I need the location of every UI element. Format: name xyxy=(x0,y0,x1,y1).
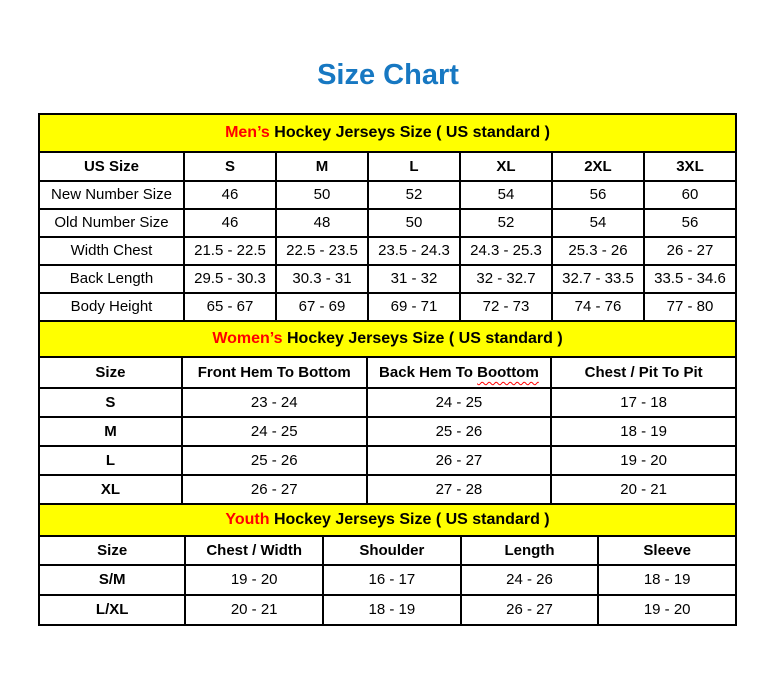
womens-cell: 27 - 28 xyxy=(367,475,552,504)
womens-header-row xyxy=(39,357,736,388)
mens-column-header: 3XL xyxy=(644,152,736,181)
youth-section-band xyxy=(39,504,736,536)
mens-cell: 65 - 67 xyxy=(184,293,276,321)
youth-row-label: S/M xyxy=(39,565,185,595)
mens-cell: 69 - 71 xyxy=(368,293,460,321)
youth-band-text: Hockey Jerseys Size ( US standard ) xyxy=(269,510,550,528)
size-chart-tables xyxy=(38,113,737,626)
mens-cell: 50 xyxy=(368,209,460,237)
womens-cell: 26 - 27 xyxy=(182,475,367,504)
mens-cell: 60 xyxy=(644,181,736,209)
youth-column-header: Length xyxy=(461,536,599,565)
youth-cell: 18 - 19 xyxy=(323,595,461,625)
womens-cell: 25 - 26 xyxy=(182,446,367,475)
mens-table-row xyxy=(39,181,736,209)
mens-cell: 32.7 - 33.5 xyxy=(552,265,644,293)
womens-row-label: L xyxy=(39,446,182,475)
womens-table-row xyxy=(39,446,736,475)
womens-cell: 24 - 25 xyxy=(182,417,367,446)
misspelled-word: Boottom xyxy=(477,363,539,381)
womens-section-band xyxy=(39,321,736,357)
mens-row-label: New Number Size xyxy=(39,181,184,209)
womens-row-label: XL xyxy=(39,475,182,504)
youth-cell: 19 - 20 xyxy=(598,595,736,625)
mens-cell: 67 - 69 xyxy=(276,293,368,321)
mens-row-label: Width Chest xyxy=(39,237,184,265)
mens-cell: 56 xyxy=(644,209,736,237)
mens-size-table xyxy=(38,113,737,322)
mens-cell: 72 - 73 xyxy=(460,293,552,321)
womens-row-label: S xyxy=(39,388,182,417)
mens-cell: 32 - 32.7 xyxy=(460,265,552,293)
mens-cell: 46 xyxy=(184,181,276,209)
womens-table-row xyxy=(39,475,736,504)
mens-cell: 52 xyxy=(368,181,460,209)
youth-size-table xyxy=(38,503,737,626)
mens-header-row xyxy=(39,152,736,181)
mens-cell: 23.5 - 24.3 xyxy=(368,237,460,265)
mens-row-label: Old Number Size xyxy=(39,209,184,237)
mens-table-row xyxy=(39,293,736,321)
womens-cell: 25 - 26 xyxy=(367,417,552,446)
youth-band-highlight: Youth xyxy=(225,510,270,528)
youth-table-row xyxy=(39,565,736,595)
youth-cell: 18 - 19 xyxy=(598,565,736,595)
mens-column-header: US Size xyxy=(39,152,184,181)
womens-cell: 20 - 21 xyxy=(551,475,736,504)
youth-cell: 16 - 17 xyxy=(323,565,461,595)
mens-column-header: 2XL xyxy=(552,152,644,181)
womens-table-row xyxy=(39,417,736,446)
mens-cell: 77 - 80 xyxy=(644,293,736,321)
womens-table-row xyxy=(39,388,736,417)
mens-band-row xyxy=(39,114,736,152)
mens-cell: 50 xyxy=(276,181,368,209)
youth-cell: 26 - 27 xyxy=(461,595,599,625)
mens-cell: 22.5 - 23.5 xyxy=(276,237,368,265)
mens-column-header: XL xyxy=(460,152,552,181)
mens-section-band xyxy=(39,114,736,152)
mens-cell: 25.3 - 26 xyxy=(552,237,644,265)
womens-cell: 17 - 18 xyxy=(551,388,736,417)
womens-band-highlight: Women’s xyxy=(212,329,283,347)
mens-cell: 33.5 - 34.6 xyxy=(644,265,736,293)
youth-header-row xyxy=(39,536,736,565)
mens-cell: 21.5 - 22.5 xyxy=(184,237,276,265)
youth-column-header: Shoulder xyxy=(323,536,461,565)
mens-table-row xyxy=(39,265,736,293)
youth-column-header: Size xyxy=(39,536,185,565)
womens-column-header: Chest / Pit To Pit xyxy=(551,357,736,388)
mens-cell: 46 xyxy=(184,209,276,237)
mens-cell: 74 - 76 xyxy=(552,293,644,321)
mens-cell: 54 xyxy=(460,181,552,209)
mens-cell: 26 - 27 xyxy=(644,237,736,265)
youth-column-header: Sleeve xyxy=(598,536,736,565)
womens-cell: 23 - 24 xyxy=(182,388,367,417)
womens-band-row xyxy=(39,321,736,357)
youth-band-row xyxy=(39,504,736,536)
mens-cell: 29.5 - 30.3 xyxy=(184,265,276,293)
womens-cell: 18 - 19 xyxy=(551,417,736,446)
mens-column-header: M xyxy=(276,152,368,181)
womens-size-table xyxy=(38,320,737,505)
womens-cell: 24 - 25 xyxy=(367,388,552,417)
youth-column-header: Chest / Width xyxy=(185,536,323,565)
mens-cell: 52 xyxy=(460,209,552,237)
youth-cell: 20 - 21 xyxy=(185,595,323,625)
mens-column-header: L xyxy=(368,152,460,181)
mens-cell: 31 - 32 xyxy=(368,265,460,293)
mens-table-row xyxy=(39,237,736,265)
womens-cell: 26 - 27 xyxy=(367,446,552,475)
mens-cell: 30.3 - 31 xyxy=(276,265,368,293)
mens-cell: 24.3 - 25.3 xyxy=(460,237,552,265)
mens-cell: 56 xyxy=(552,181,644,209)
youth-cell: 19 - 20 xyxy=(185,565,323,595)
womens-column-header: Back Hem To Boottom xyxy=(367,357,552,388)
mens-band-highlight: Men’s xyxy=(225,123,270,141)
mens-row-label: Back Length xyxy=(39,265,184,293)
womens-cell: 19 - 20 xyxy=(551,446,736,475)
mens-band-text: Hockey Jerseys Size ( US standard ) xyxy=(269,123,550,141)
womens-band-text: Hockey Jerseys Size ( US standard ) xyxy=(282,329,563,347)
page-title: Size Chart xyxy=(317,59,459,91)
mens-cell: 54 xyxy=(552,209,644,237)
womens-column-header: Front Hem To Bottom xyxy=(182,357,367,388)
youth-cell: 24 - 26 xyxy=(461,565,599,595)
mens-cell: 48 xyxy=(276,209,368,237)
mens-column-header: S xyxy=(184,152,276,181)
womens-column-header: Size xyxy=(39,357,182,388)
mens-row-label: Body Height xyxy=(39,293,184,321)
youth-row-label: L/XL xyxy=(39,595,185,625)
mens-table-row xyxy=(39,209,736,237)
youth-table-row xyxy=(39,595,736,625)
womens-row-label: M xyxy=(39,417,182,446)
